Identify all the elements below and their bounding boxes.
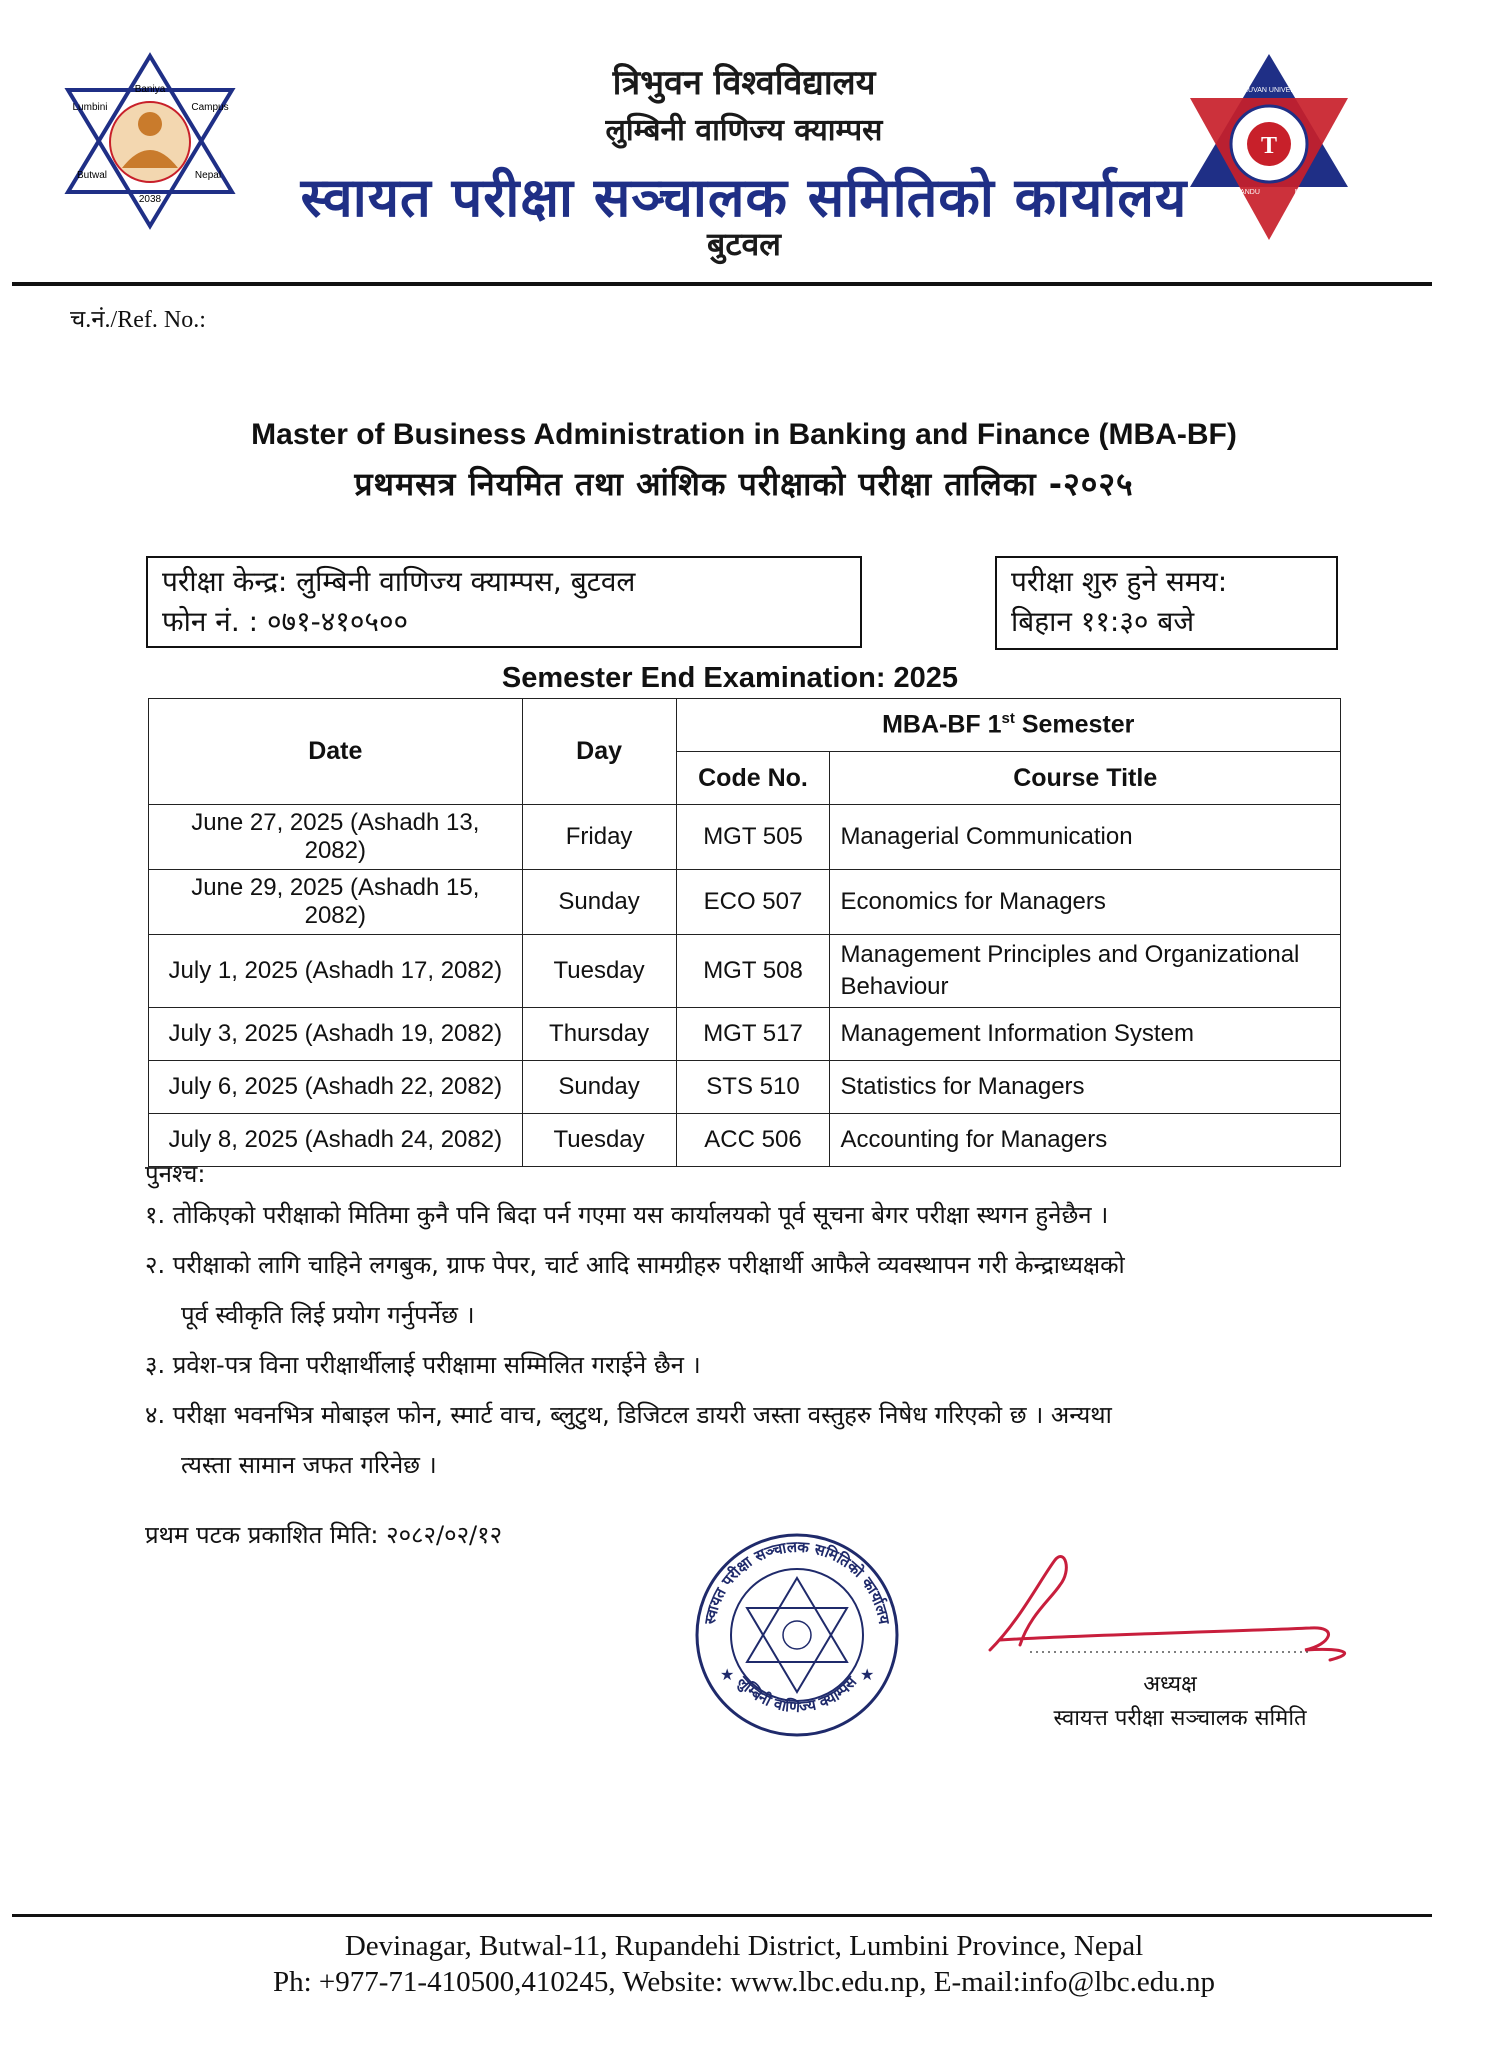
svg-text:TRIBHUVAN UNIVERSITY: TRIBHUVAN UNIVERSITY: [1227, 87, 1311, 94]
row-code: STS 510: [676, 1061, 830, 1114]
table-row: [149, 1008, 1341, 1061]
schedule-title: प्रथमसत्र नियमित तथा आंशिक परीक्षाको परीक्षा तालिका -२०२५: [354, 465, 1134, 503]
note-2-continued: पूर्व स्वीकृति लिई प्रयोग गर्नुपर्नेछ ।: [181, 1301, 475, 1329]
row-course: Statistics for Managers: [830, 1061, 1341, 1114]
svg-text:Baniya: Baniya: [134, 84, 166, 95]
ref-number-label: च.नं./Ref. No.:: [70, 307, 206, 333]
city-name: बुटवल: [707, 225, 781, 263]
row-day: Tuesday: [522, 935, 676, 1008]
exam-schedule-table: [148, 698, 1341, 1167]
row-day: Sunday: [522, 870, 676, 935]
office-name: स्वायत परीक्षा सञ्चालक समितिको कार्यालय: [300, 166, 1188, 229]
campus-name: लुम्बिनी वाणिज्य क्याम्पस: [605, 113, 883, 148]
svg-text:2038: 2038: [138, 194, 162, 205]
footer-contact: Ph: +977-71-410500,410245, Website: www.lbc.edu.np, E-mail:info@lbc.edu.np: [272, 1966, 1216, 1998]
footer-rule: [12, 1914, 1432, 1917]
exam-title: Semester End Examination: 2025: [501, 662, 959, 694]
header-course-title: Course Title: [830, 752, 1341, 805]
exam-time-label: परीक्षा शुरु हुने समय:: [1011, 565, 1228, 598]
exam-time-value: बिहान ११:३० बजे: [1011, 605, 1195, 638]
header-date: Date: [149, 699, 523, 805]
header-rule: [12, 282, 1432, 286]
svg-text:★: ★: [720, 1667, 735, 1684]
note-4: ४. परीक्षा भवनभित्र मोबाइल फोन, स्मार्ट वाच, ब्लुटुथ, डिजिटल डायरी जस्ता वस्तुहरु निषेध गरिएको छ । अन्यथा: [145, 1401, 1112, 1429]
table-row: [149, 870, 1341, 935]
row-course: Economics for Managers: [830, 870, 1341, 935]
signatory-committee: स्वायत्त परीक्षा सञ्चालक समिति: [1053, 1706, 1307, 1731]
row-date: July 6, 2025 (Ashadh 22, 2082): [149, 1061, 523, 1114]
row-code: MGT 505: [676, 805, 830, 870]
row-code: MGT 517: [676, 1008, 830, 1061]
row-date: July 1, 2025 (Ashadh 17, 2082): [149, 935, 523, 1008]
row-day: Friday: [522, 805, 676, 870]
row-course: Accounting for Managers: [830, 1114, 1341, 1167]
table-row: [149, 805, 1341, 870]
svg-text:NEPAL: NEPAL: [1294, 189, 1318, 196]
note-1: १. तोकिएको परीक्षाको मितिमा कुनै पनि बिदा पर्न गएमा यस कार्यालयको पूर्व सूचना बेगर परीक्षा स्थगन हुनेछैन ।: [145, 1201, 1109, 1229]
office-stamp: [692, 1530, 902, 1740]
exam-time-box: [995, 556, 1338, 650]
row-date: July 8, 2025 (Ashadh 24, 2082): [149, 1114, 523, 1167]
header-day: Day: [522, 699, 676, 805]
program-title: Master of Business Administration in Banking and Finance (MBA-BF): [251, 418, 1237, 451]
svg-text:Nepal: Nepal: [194, 170, 222, 181]
phone-line: फोन नं. : ०७१-४१०५००: [162, 605, 409, 638]
svg-text:Lumbini: Lumbini: [72, 102, 108, 113]
row-course: Management Information System: [830, 1008, 1341, 1061]
table-row: [149, 935, 1341, 1008]
svg-text:★: ★: [860, 1667, 875, 1684]
row-code: ECO 507: [676, 870, 830, 935]
svg-text:लुम्बिनी वाणिज्य क्याम्पस: लुम्बिनी वाणिज्य क्याम्पस: [733, 1673, 861, 1717]
svg-text:Butwal: Butwal: [76, 170, 108, 181]
row-date: June 27, 2025 (Ashadh 13, 2082): [149, 805, 523, 870]
svg-text:स्वायत परीक्षा सञ्चालक समितिको: स्वायत परीक्षा सञ्चालक समितिको कार्यालय: [700, 1537, 894, 1626]
row-code: MGT 508: [676, 935, 830, 1008]
header-code: Code No.: [676, 752, 830, 805]
notes-heading: पुनश्च:: [145, 1160, 206, 1188]
signature: [960, 1540, 1400, 1670]
row-code: ACC 506: [676, 1114, 830, 1167]
row-course: Managerial Communication: [830, 805, 1341, 870]
notes-section: [145, 1158, 1345, 1490]
table-row: [149, 1061, 1341, 1114]
footer-address: Devinagar, Butwal-11, Rupandehi District, Lumbini Province, Nepal: [344, 1930, 1144, 1962]
signatory-role: अध्यक्ष: [1143, 1672, 1197, 1697]
header-program: MBA-BF 1st Semester: [676, 699, 1340, 752]
exam-center-line: परीक्षा केन्द्र: लुम्बिनी वाणिज्य क्याम्पस, बुटवल: [162, 565, 636, 598]
note-2: २. परीक्षाको लागि चाहिने लगबुक, ग्राफ पेपर, चार्ट आदि सामग्रीहरु परीक्षार्थी आफैले व्यवस्थापन गरी केन्द्राध्यक्षको: [145, 1251, 1125, 1279]
row-day: Thursday: [522, 1008, 676, 1061]
svg-text:Campus: Campus: [191, 102, 229, 113]
row-date: June 29, 2025 (Ashadh 15, 2082): [149, 870, 523, 935]
note-3: ३. प्रवेश-पत्र विना परीक्षार्थीलाई परीक्षामा सम्मिलित गराईने छैन ।: [145, 1351, 701, 1379]
svg-text:KATHMANDU: KATHMANDU: [1216, 189, 1260, 196]
row-course: Management Principles and Organizational Behaviour: [830, 935, 1341, 1008]
published-date: प्रथम पटक प्रकाशित मिति: २०८२/०२/१२: [145, 1521, 503, 1549]
row-day: Sunday: [522, 1061, 676, 1114]
note-4-continued: त्यस्ता सामान जफत गरिनेछ ।: [181, 1451, 437, 1479]
svg-text:T: T: [1260, 133, 1278, 159]
row-date: July 3, 2025 (Ashadh 19, 2082): [149, 1008, 523, 1061]
row-day: Tuesday: [522, 1114, 676, 1167]
exam-center-box: [146, 556, 862, 648]
university-name: त्रिभुवन विश्वविद्यालय: [612, 63, 876, 103]
